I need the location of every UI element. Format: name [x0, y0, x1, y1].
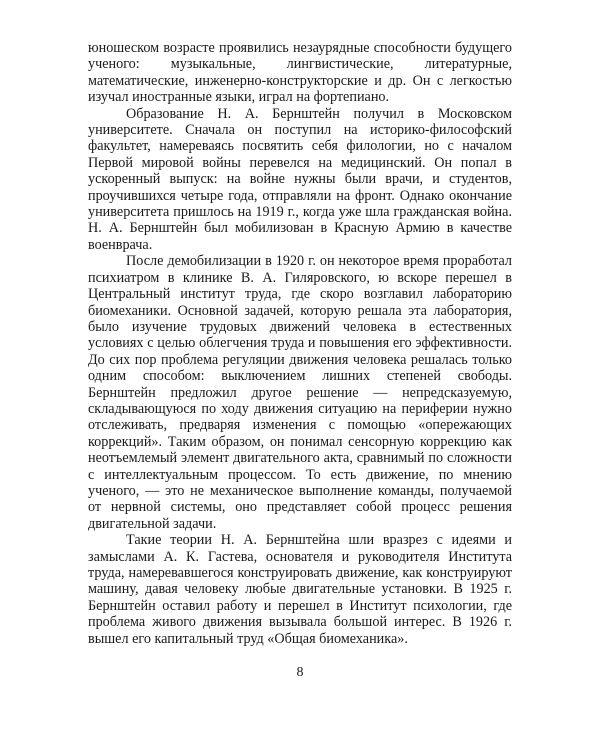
paragraph-2: Образование Н. А. Бернштейн получил в Московском университете. Сначала он поступил на историко-философский факультет, намереваясь посвятить себя филологии, но с началом Первой мировой войны перевелся на медицинский. Он попал в ускоренный выпуск: на войне нужны были врачи, и студентов, проучившихся четыре года, отправляли на фронт. Однако окончание университета пришлось на 1919 г., когда уже шла гражданская война. Н. А. Бернштейн был мобилизован в Красную Армию в качестве военврача. — [88, 105, 512, 253]
paragraph-1: юношеском возрасте проявились незаурядные способности будущего ученого: музыкальные, лингвистические, литературные, математические, инженерно-конструкторские и др. Он с легкостью изучал иностранные языки, играл на фортепиано. — [88, 40, 512, 106]
paragraph-3: После демобилизации в 1920 г. он некоторое время проработал психиатром в клинике В. А. Гиляровского, ю вскоре перешел в Центральный институт труда, где скоро возглавил лабораторию биомеханики. Основной задачей, которую решала эта лаборатория, было изучение трудовых движений человека в естественных условиях с целью облегчения труда и повышения его эффективности. До сих пор проблема регуляции движения человека решалась только одним способом: выключением лишних степеней свободы. Бернштейн предложил другое решение — непредсказуемую, складывающуюся по ходу движения ситуацию на периферии нужно отслеживать, предваряя изменения с помощью «опережающих коррекций». Таким образом, он понимал сенсорную коррекцию как неотъемлемый элемент двигательного акта, сравнимый по сложности с интеллектуальным процессом. То есть движение, по мнению ученого, — это не механическое выполнение команды, получаемой от нервной системы, оно представляет собой процесс решения двигательной задачи. — [88, 253, 512, 532]
paragraph-4: Такие теории Н. А. Бернштейна шли вразрез с идеями и замыслами А. К. Гастева, основателя и руководителя Института труда, намеревавшегося конструировать движение, как конструируют машину, давая человеку любые двигательные установки. В 1925 г. Бернштейн оставил работу и перешел в Институт психологии, где проблема живого движения вызывала большой интерес. В 1926 г. вышел его капитальный труд «Общая биомеханика». — [88, 532, 512, 647]
body-text — [88, 40, 512, 647]
page-number: 8 — [296, 665, 304, 680]
